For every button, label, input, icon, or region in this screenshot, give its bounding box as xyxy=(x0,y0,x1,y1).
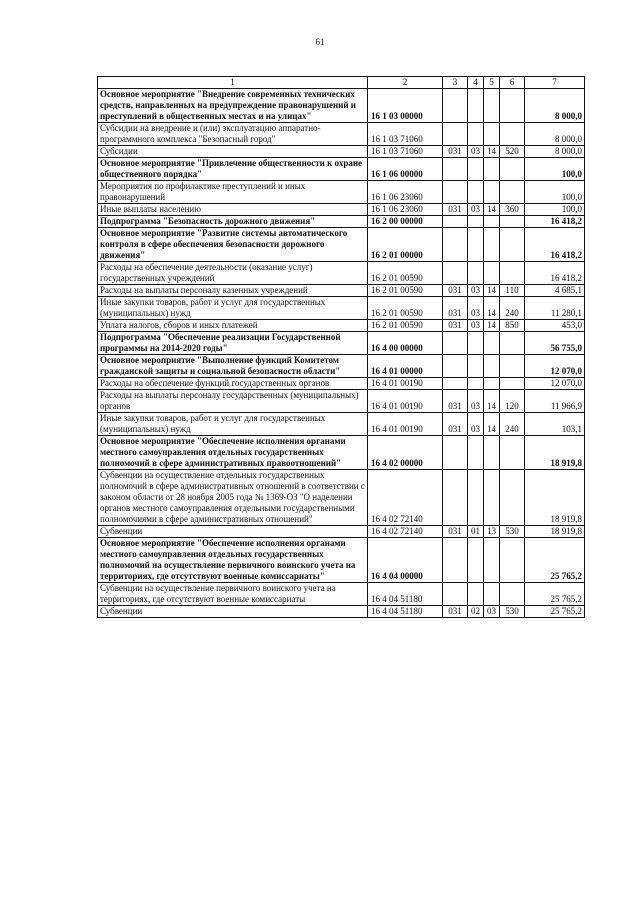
row-section-cell: 03 xyxy=(468,320,484,332)
row-department-cell: 031 xyxy=(443,204,468,216)
row-expense-type-cell xyxy=(500,583,525,606)
row-department-cell xyxy=(443,583,468,606)
row-code-cell: 16 4 02 00000 xyxy=(368,436,443,470)
row-subsection-cell xyxy=(484,470,500,526)
row-code-cell: 16 4 01 00190 xyxy=(368,390,443,413)
row-department-cell: 031 xyxy=(443,320,468,332)
row-section-cell xyxy=(468,216,484,228)
header-cell: 5 xyxy=(484,77,500,89)
table-row xyxy=(98,606,585,618)
row-code-cell: 16 2 01 00590 xyxy=(368,297,443,320)
row-expense-type-cell: 850 xyxy=(500,320,525,332)
header-cell: 3 xyxy=(443,77,468,89)
row-amount-cell: 18 919,8 xyxy=(525,526,585,538)
row-department-cell xyxy=(443,216,468,228)
row-section-cell xyxy=(468,181,484,204)
row-subsection-cell xyxy=(484,332,500,355)
row-section-cell: 03 xyxy=(468,285,484,297)
row-code-cell: 16 4 04 51180 xyxy=(368,606,443,618)
row-code-cell: 16 2 01 00590 xyxy=(368,285,443,297)
row-department-cell xyxy=(443,228,468,262)
row-amount-cell: 8 000,0 xyxy=(525,146,585,158)
header-cell: 4 xyxy=(468,77,484,89)
row-expense-type-cell xyxy=(500,181,525,204)
row-expense-type-cell: 240 xyxy=(500,413,525,436)
row-subsection-cell xyxy=(484,158,500,181)
row-subsection-cell: 13 xyxy=(484,526,500,538)
row-section-cell: 03 xyxy=(468,204,484,216)
header-cell: 2 xyxy=(368,77,443,89)
table-row xyxy=(98,262,585,285)
row-code-cell: 16 2 01 00590 xyxy=(368,320,443,332)
row-name-cell: Расходы на выплаты персоналу государственных (муниципальных) органов xyxy=(98,390,368,413)
row-amount-cell: 8 000,0 xyxy=(525,89,585,123)
row-name-cell: Основное мероприятие "Обеспечение исполнения органами местного самоуправления отдельных государственных полномочий на осуществление первичного воинского учета на территориях, где отсутствуют военные комиссариаты" xyxy=(98,538,368,583)
row-amount-cell: 56 755,0 xyxy=(525,332,585,355)
row-name-cell: Субвенции на осуществление отдельных государственных полномочий в сфере административных отношений в соответствии с законом области от 28 ноября 2005 года № 1369-ОЗ "О наделении органов местного самоуправления отдельными государственными полномочиями в сфере административных отношений" xyxy=(98,470,368,526)
row-department-cell xyxy=(443,378,468,390)
budget-table xyxy=(97,76,585,618)
row-code-cell: 16 4 00 00000 xyxy=(368,332,443,355)
row-name-cell: Основное мероприятие "Развитие системы автоматического контроля в сфере обеспечения безопасности дорожного движения" xyxy=(98,228,368,262)
row-department-cell xyxy=(443,470,468,526)
row-expense-type-cell: 110 xyxy=(500,285,525,297)
row-amount-cell: 16 418,2 xyxy=(525,228,585,262)
row-section-cell xyxy=(468,538,484,583)
row-department-cell xyxy=(443,262,468,285)
row-name-cell: Субвенции xyxy=(98,606,368,618)
row-name-cell: Уплата налогов, сборов и иных платежей xyxy=(98,320,368,332)
header-cell: 7 xyxy=(525,77,585,89)
row-department-cell: 031 xyxy=(443,146,468,158)
row-code-cell: 16 1 06 23060 xyxy=(368,204,443,216)
row-section-cell: 02 xyxy=(468,606,484,618)
row-code-cell: 16 1 03 71060 xyxy=(368,123,443,146)
table-row xyxy=(98,320,585,332)
row-amount-cell: 25 765,2 xyxy=(525,538,585,583)
row-expense-type-cell xyxy=(500,262,525,285)
table-row xyxy=(98,297,585,320)
row-section-cell xyxy=(468,89,484,123)
table-row xyxy=(98,470,585,526)
row-code-cell: 16 4 01 00190 xyxy=(368,378,443,390)
row-subsection-cell: 14 xyxy=(484,297,500,320)
table-row xyxy=(98,436,585,470)
row-section-cell xyxy=(468,228,484,262)
row-subsection-cell: 14 xyxy=(484,146,500,158)
row-name-cell: Основное мероприятие "Обеспечение исполнения органами местного самоуправления отдельных государственных полномочий в сфере административных правоотношений" xyxy=(98,436,368,470)
row-subsection-cell xyxy=(484,355,500,378)
row-amount-cell: 18 919,8 xyxy=(525,470,585,526)
row-amount-cell: 8 000,0 xyxy=(525,123,585,146)
row-amount-cell: 25 765,2 xyxy=(525,583,585,606)
row-code-cell: 16 4 01 00000 xyxy=(368,355,443,378)
row-name-cell: Расходы на обеспечение деятельности (оказание услуг) государственных учреждений xyxy=(98,262,368,285)
row-code-cell: 16 2 01 00590 xyxy=(368,262,443,285)
table-row xyxy=(98,526,585,538)
row-department-cell: 031 xyxy=(443,285,468,297)
row-department-cell: 031 xyxy=(443,413,468,436)
row-amount-cell: 100,0 xyxy=(525,158,585,181)
table-row xyxy=(98,228,585,262)
row-amount-cell: 16 418,2 xyxy=(525,262,585,285)
row-name-cell: Основное мероприятие "Привлечение общественности к охране общественного порядка" xyxy=(98,158,368,181)
row-subsection-cell: 14 xyxy=(484,285,500,297)
table-row xyxy=(98,89,585,123)
row-name-cell: Иные выплаты населению xyxy=(98,204,368,216)
row-department-cell xyxy=(443,355,468,378)
row-amount-cell: 11 280,1 xyxy=(525,297,585,320)
table-row xyxy=(98,146,585,158)
row-amount-cell: 100,0 xyxy=(525,181,585,204)
row-department-cell xyxy=(443,332,468,355)
row-name-cell: Расходы на обеспечение функций государственных органов xyxy=(98,378,368,390)
row-code-cell: 16 1 03 71060 xyxy=(368,146,443,158)
row-department-cell xyxy=(443,89,468,123)
row-subsection-cell xyxy=(484,123,500,146)
row-section-cell: 03 xyxy=(468,390,484,413)
row-expense-type-cell xyxy=(500,436,525,470)
table-row xyxy=(98,355,585,378)
row-expense-type-cell: 530 xyxy=(500,526,525,538)
row-section-cell: 01 xyxy=(468,526,484,538)
row-code-cell: 16 4 04 51180 xyxy=(368,583,443,606)
row-subsection-cell xyxy=(484,262,500,285)
table-header-row xyxy=(98,77,585,89)
row-name-cell: Расходы на выплаты персоналу казенных учреждений xyxy=(98,285,368,297)
row-department-cell xyxy=(443,181,468,204)
row-code-cell: 16 2 01 00000 xyxy=(368,228,443,262)
row-expense-type-cell: 530 xyxy=(500,606,525,618)
row-section-cell: 03 xyxy=(468,297,484,320)
row-name-cell: Основное мероприятие "Внедрение современных технических средств, направленных на предупреждение правонарушений и преступлений в общественных местах и на улицах" xyxy=(98,89,368,123)
row-department-cell xyxy=(443,436,468,470)
table-row xyxy=(98,390,585,413)
row-expense-type-cell xyxy=(500,123,525,146)
row-section-cell xyxy=(468,355,484,378)
row-code-cell: 16 1 03 00000 xyxy=(368,89,443,123)
row-expense-type-cell xyxy=(500,332,525,355)
row-code-cell: 16 4 04 00000 xyxy=(368,538,443,583)
row-amount-cell: 12 070,0 xyxy=(525,355,585,378)
row-code-cell: 16 1 06 00000 xyxy=(368,158,443,181)
row-name-cell: Мероприятия по профилактике преступлений и иных правонарушений xyxy=(98,181,368,204)
row-subsection-cell xyxy=(484,89,500,123)
row-department-cell: 031 xyxy=(443,606,468,618)
row-subsection-cell xyxy=(484,216,500,228)
row-section-cell xyxy=(468,262,484,285)
row-amount-cell: 100,0 xyxy=(525,204,585,216)
row-expense-type-cell: 520 xyxy=(500,146,525,158)
row-name-cell: Субсидии xyxy=(98,146,368,158)
row-expense-type-cell: 120 xyxy=(500,390,525,413)
row-code-cell: 16 4 01 00190 xyxy=(368,413,443,436)
row-subsection-cell: 14 xyxy=(484,204,500,216)
row-name-cell: Субсидии на внедрение и (или) эксплуатацию аппаратно-программного комплекса "Безопасный город" xyxy=(98,123,368,146)
row-expense-type-cell xyxy=(500,378,525,390)
row-amount-cell: 25 765,2 xyxy=(525,606,585,618)
row-section-cell xyxy=(468,158,484,181)
row-expense-type-cell xyxy=(500,158,525,181)
table-row xyxy=(98,378,585,390)
row-amount-cell: 4 685,1 xyxy=(525,285,585,297)
row-department-cell: 031 xyxy=(443,526,468,538)
table-row xyxy=(98,216,585,228)
row-subsection-cell xyxy=(484,583,500,606)
row-section-cell: 03 xyxy=(468,146,484,158)
row-amount-cell: 103,1 xyxy=(525,413,585,436)
page-number: 61 xyxy=(315,37,325,47)
row-expense-type-cell xyxy=(500,470,525,526)
row-expense-type-cell xyxy=(500,89,525,123)
row-department-cell: 031 xyxy=(443,390,468,413)
row-section-cell: 03 xyxy=(468,413,484,436)
row-amount-cell: 453,0 xyxy=(525,320,585,332)
row-section-cell xyxy=(468,123,484,146)
table-row xyxy=(98,332,585,355)
row-subsection-cell xyxy=(484,378,500,390)
table-row xyxy=(98,285,585,297)
row-section-cell xyxy=(468,332,484,355)
table-row xyxy=(98,538,585,583)
row-subsection-cell xyxy=(484,228,500,262)
row-amount-cell: 12 070,0 xyxy=(525,378,585,390)
row-department-cell: 031 xyxy=(443,297,468,320)
row-subsection-cell xyxy=(484,181,500,204)
row-name-cell: Подпрограмма "Обеспечение реализации Государственной программы на 2014-2020 годы" xyxy=(98,332,368,355)
row-section-cell xyxy=(468,583,484,606)
row-subsection-cell: 14 xyxy=(484,413,500,436)
row-section-cell xyxy=(468,470,484,526)
row-name-cell: Иные закупки товаров, работ и услуг для государственных (муниципальных) нужд xyxy=(98,297,368,320)
row-subsection-cell: 14 xyxy=(484,390,500,413)
row-name-cell: Основное мероприятие "Выполнение функций Комитетом гражданской защиты и социальной безопасности области" xyxy=(98,355,368,378)
table-row xyxy=(98,158,585,181)
row-department-cell xyxy=(443,123,468,146)
row-subsection-cell xyxy=(484,436,500,470)
row-expense-type-cell xyxy=(500,216,525,228)
row-subsection-cell: 14 xyxy=(484,320,500,332)
row-expense-type-cell: 360 xyxy=(500,204,525,216)
row-name-cell: Иные закупки товаров, работ и услуг для государственных (муниципальных) нужд xyxy=(98,413,368,436)
row-amount-cell: 16 418,2 xyxy=(525,216,585,228)
row-amount-cell: 11 966,9 xyxy=(525,390,585,413)
row-expense-type-cell xyxy=(500,355,525,378)
table-row xyxy=(98,583,585,606)
row-section-cell xyxy=(468,436,484,470)
row-department-cell xyxy=(443,158,468,181)
row-code-cell: 16 2 00 00000 xyxy=(368,216,443,228)
header-cell: 1 xyxy=(98,77,368,89)
row-department-cell xyxy=(443,538,468,583)
row-section-cell xyxy=(468,378,484,390)
row-code-cell: 16 4 02 72140 xyxy=(368,470,443,526)
row-code-cell: 16 4 02 72140 xyxy=(368,526,443,538)
row-subsection-cell: 03 xyxy=(484,606,500,618)
header-cell: 6 xyxy=(500,77,525,89)
row-amount-cell: 18 919,8 xyxy=(525,436,585,470)
row-name-cell: Субвенции xyxy=(98,526,368,538)
row-expense-type-cell xyxy=(500,228,525,262)
table-row xyxy=(98,181,585,204)
row-expense-type-cell xyxy=(500,538,525,583)
row-expense-type-cell: 240 xyxy=(500,297,525,320)
table-row xyxy=(98,204,585,216)
row-subsection-cell xyxy=(484,538,500,583)
table-row xyxy=(98,123,585,146)
row-code-cell: 16 1 06 23060 xyxy=(368,181,443,204)
row-name-cell: Субвенции на осуществление первичного воинского учета на территориях, где отсутствуют военные комиссариаты xyxy=(98,583,368,606)
table-row xyxy=(98,413,585,436)
row-name-cell: Подпрограмма "Безопасность дорожного движения" xyxy=(98,216,368,228)
